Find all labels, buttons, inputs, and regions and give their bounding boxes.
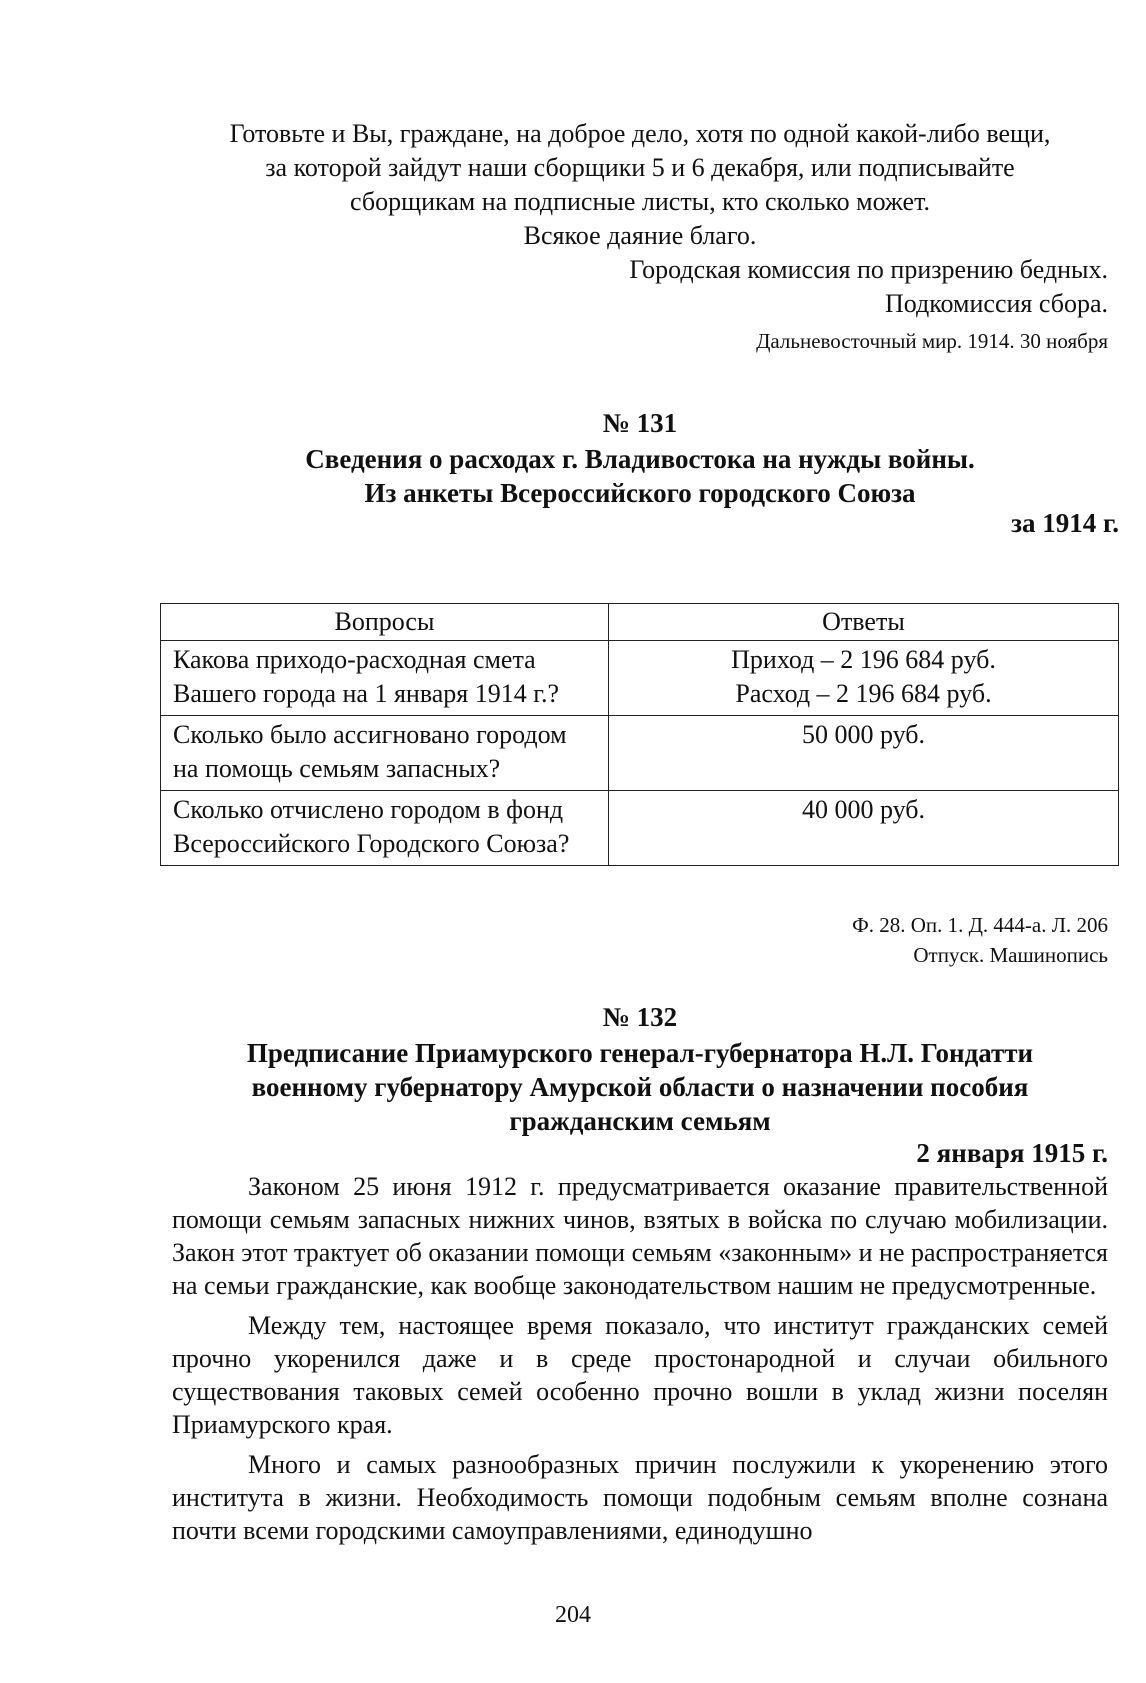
title-line: Из анкеты Всероссийского городского Союза — [364, 478, 916, 508]
question-line: Вашего города на 1 января 1914 г.? — [173, 679, 560, 708]
question-line: Сколько отчислено городом в фонд — [173, 795, 564, 824]
answer-cell — [609, 716, 1119, 791]
appeal-line: за которой зайдут наши сборщики 5 и 6 декабря, или подписывайте — [265, 153, 1015, 182]
document-date-132: 2 января 1915 г. — [916, 1138, 1108, 1168]
title-line: гражданским семьям — [509, 1106, 771, 1136]
paragraph: Законом 25 июня 1912 г. предусматривается оказание правительственной помощи семьям запасных нижних чинов, взятых в войска по случаю мобилизации. Закон этот трактует об оказании помощи семьям «законным» и не распространяется на семьи гражданские, как вообще законодательством нашим не предусмотренные. — [172, 1172, 1108, 1300]
answer-line: Расход – 2 196 684 руб. — [735, 679, 992, 708]
title-line: военному губернатору Амурской области о назначении пособия — [251, 1072, 1029, 1102]
question-line: Сколько было ассигновано городом — [173, 720, 567, 749]
table-row — [161, 641, 1119, 716]
document-body-132 — [172, 1170, 1108, 1547]
archive-reference-131 — [172, 910, 1108, 970]
question-line: Какова приходо-расходная смета — [173, 645, 536, 674]
appeal-line: Всякое даяние благо. — [523, 221, 757, 250]
archive-line: Отпуск. Машинопись — [913, 943, 1108, 967]
signature-line: Городская комиссия по призрению бедных. — [629, 255, 1108, 284]
archive-line: Ф. 28. Оп. 1. Д. 444-а. Л. 206 — [852, 913, 1108, 937]
answer-line: Приход – 2 196 684 руб. — [731, 645, 996, 674]
question-cell — [161, 791, 609, 866]
paragraph: Между тем, настоящее время показало, что институт гражданских семей прочно укоренился даже и в среде простонародной и случаи обильного существования таковых семей особенно прочно вошли в уклад жизни поселян Приамурского края. — [172, 1311, 1108, 1439]
questionnaire-table — [160, 603, 1119, 866]
paragraph: Много и самых разнообразных причин послужили к укоренению этого института в жизни. Необходимость помощи подобным семьям вполне сознана почти всеми городскими самоуправлениями, единодушно — [172, 1450, 1108, 1545]
page-number: 204 — [555, 1602, 591, 1628]
answer-cell — [609, 641, 1119, 716]
header-answers: Ответы — [609, 604, 1119, 641]
newspaper-source: Дальневосточный мир. 1914. 30 ноября — [756, 329, 1108, 353]
appeal-line: сборщикам на подписные листы, кто сколько может. — [350, 187, 930, 216]
title-line: Сведения о расходах г. Владивостока на нужды войны. — [305, 444, 975, 474]
table-header-row — [161, 604, 1119, 641]
header-questions: Вопросы — [161, 604, 609, 641]
appeal-line: Готовьте и Вы, граждане, на доброе дело, хотя по одной какой-либо вещи, — [229, 119, 1051, 148]
document-title-132 — [172, 1036, 1108, 1138]
document-date-131: за 1914 г. — [1011, 508, 1119, 538]
answer-line: 50 000 руб. — [801, 720, 926, 749]
question-cell — [161, 641, 609, 716]
question-line: на помощь семьям запасных? — [173, 754, 501, 783]
question-line: Всероссийского Городского Союза? — [173, 829, 570, 858]
answer-cell — [609, 791, 1119, 866]
signature-line: Подкомиссия сбора. — [884, 289, 1108, 318]
document-number-132: № 132 — [602, 1002, 678, 1032]
answer-line: 40 000 руб. — [801, 795, 926, 824]
title-line: Предписание Приамурского генерал-губернатора Н.Л. Гондатти — [246, 1038, 1034, 1068]
question-cell — [161, 716, 609, 791]
document-number-131: № 131 — [602, 408, 678, 438]
table-row — [161, 791, 1119, 866]
table-row — [161, 716, 1119, 791]
appeal-text — [172, 117, 1108, 321]
document-title-131 — [172, 442, 1108, 510]
